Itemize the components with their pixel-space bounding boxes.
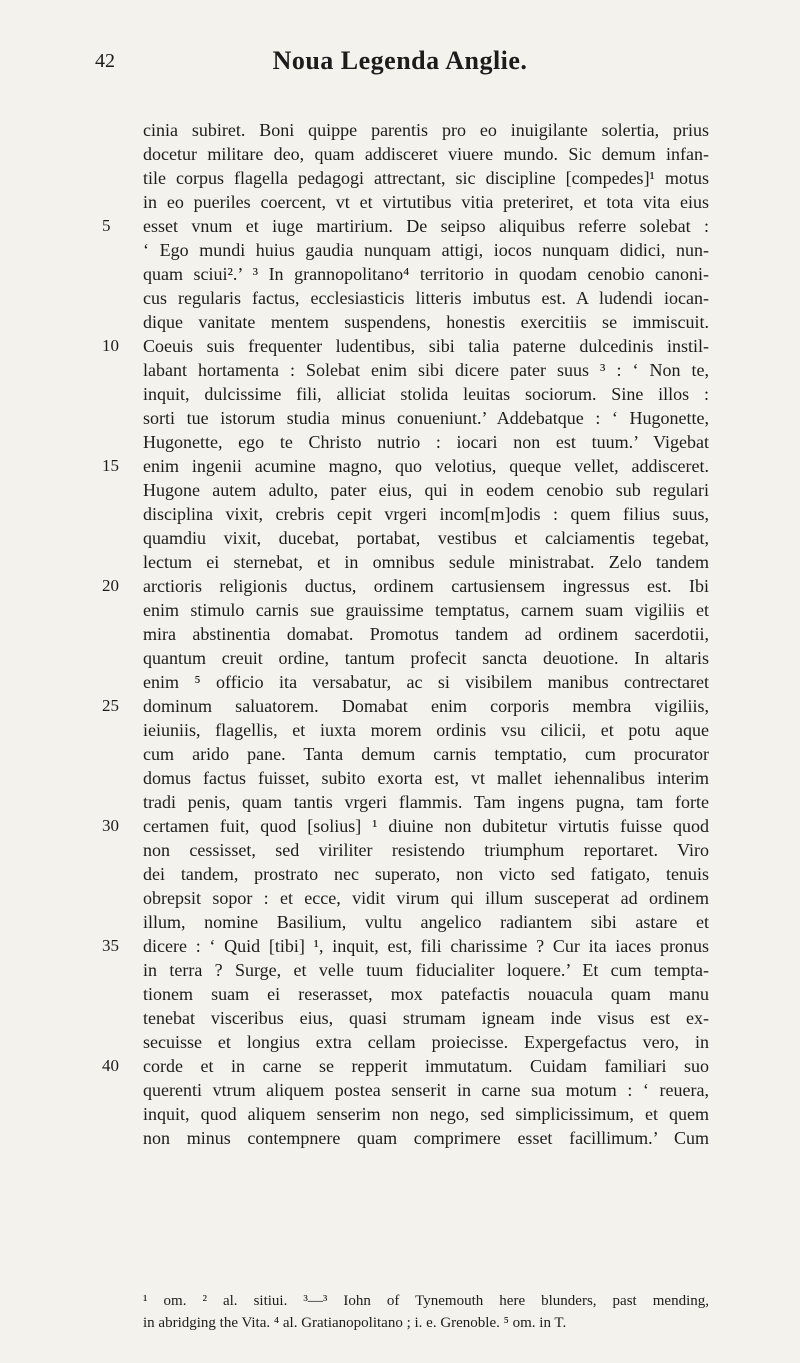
text-line: cum arido pane. Tanta demum carnis temptatio, cum procurator (143, 744, 709, 764)
text-line: in terra ? Surge, et velle tuum fiducialiter loquere.’ Et cum tempta- (143, 960, 709, 980)
text-line: enim ⁵ officio ita versabatur, ac si visibilem manibus contrectaret (143, 672, 709, 692)
line-number: 10 (102, 336, 119, 355)
page-number: 42 (95, 50, 115, 72)
text-line: docetur militare deo, quam addisceret viuere mundo. Sic demum infan- (143, 144, 709, 164)
text-line: secuisse et longius extra cellam proiecisse. Expergefactus vero, in (143, 1032, 709, 1052)
text-line: quantum creuit ordine, tantum profecit sancta deuotione. In altaris (143, 648, 709, 668)
text-line: tradi penis, quam tantis vrgeri flammis. Tam ingens pugna, tam forte (143, 792, 709, 812)
text-line: obrepsit sopor : et ecce, vidit virum qui illum susceperat ad ordinem (143, 888, 709, 908)
text-line: labant hortamenta : Solebat enim sibi dicere pater suus ³ : ‘ Non te, (143, 360, 709, 380)
text-line: tionem suam ei reserasset, mox patefactis nouacula quam manu (143, 984, 709, 1004)
text-line: inquit, dulcissime fili, alliciat stolida leuitas sociorum. Sine illos : (143, 384, 709, 404)
line-number: 5 (102, 216, 111, 235)
page-header (0, 46, 800, 90)
line-number: 15 (102, 456, 119, 475)
text-line: dominum saluatorem. Domabat enim corporis membra vigiliis, (143, 696, 709, 716)
text-line: Coeuis suis frequenter ludentibus, sibi talia paterne dulcedinis instil- (143, 336, 709, 356)
text-line: enim ingenii acumine magno, quo velotius, queque vellet, addisceret. (143, 456, 709, 476)
text-line: non minus contempnere quam comprimere esset facillimum.’ Cum (143, 1128, 709, 1148)
line-number: 40 (102, 1056, 119, 1075)
text-line: disciplina vixit, crebris cepit vrgeri incom[m]odis : quem filius suus, (143, 504, 709, 524)
line-number: 25 (102, 696, 119, 715)
text-line: illum, nomine Basilium, vultu angelico radiantem sibi astare et (143, 912, 709, 932)
footnotes (143, 1290, 709, 1334)
text-line: quam sciui².’ ³ In grannopolitano⁴ territorio in quodam cenobio canoni- (143, 264, 709, 284)
text-line: querenti vtrum aliquem postea senserit in carne sua motum : ‘ reuera, (143, 1080, 709, 1100)
text-line: cus regularis factus, ecclesiasticis litteris imbutus est. A ludendi iocan- (143, 288, 709, 308)
text-line: tenebat visceribus eius, quasi strumam igneam inde visus est ex- (143, 1008, 709, 1028)
text-line: dicere : ‘ Quid [tibi] ¹, inquit, est, fili charissime ? Cur ita iaces pronus (143, 936, 709, 956)
text-line: inquit, quod aliquem senserim non nego, sed simplicissimum, et quem (143, 1104, 709, 1124)
text-line: dei tandem, prostrato nec superato, non victo sed fatigato, tenuis (143, 864, 709, 884)
text-line: Hugone autem adulto, pater eius, qui in eodem cenobio sub regulari (143, 480, 709, 500)
text-line: Hugonette, ego te Christo nutrio : iocari non est tuum.’ Vigebat (143, 432, 709, 452)
text-line: ieiuniis, flagellis, et iuxta morem ordinis vsu cilicii, et potu aque (143, 720, 709, 740)
text-line: quamdiu vixit, ducebat, portabat, vestibus et calciamentis tegebat, (143, 528, 709, 548)
text-line: mira abstinentia domabat. Promotus tandem ad ordinem sacerdotii, (143, 624, 709, 644)
text-line: cinia subiret. Boni quippe parentis pro eo inuigilante solertia, prius (143, 120, 709, 140)
text-line: dique vanitate mentem suspendens, honestis exercitiis se immiscuit. (143, 312, 709, 332)
footnote-line: ¹ om. ² al. sitiui. ³—³ Iohn of Tynemouth here blunders, past mending, (143, 1293, 709, 1309)
text-line: arctioris religionis ductus, ordinem cartusiensem ingressus est. Ibi (143, 576, 709, 596)
line-number: 35 (102, 936, 119, 955)
text-line: corde et in carne se repperit immutatum. Cuidam familiari suo (143, 1056, 709, 1076)
text-line: sorti tue istorum studia minus conueniunt.’ Addebatque : ‘ Hugonette, (143, 408, 709, 428)
footnote-line: in abridging the Vita. ⁴ al. Gratianopolitano ; i. e. Grenoble. ⁵ om. in T. (143, 1315, 567, 1331)
text-line: domus factus fuisset, subito exorta est, vt mallet iehennalibus interim (143, 768, 709, 788)
text-line: in eo pueriles coercent, vt et virtutibus vitia preteriret, et tota vita eius (143, 192, 709, 212)
text-line: enim stimulo carnis sue grauissime temptatus, carnem suam vigiliis et (143, 600, 709, 620)
line-number: 30 (102, 816, 119, 835)
text-line: lectum ei sternebat, et in omnibus sedule ministrabat. Zelo tandem (143, 552, 709, 572)
text-line: esset vnum et iuge martirium. De seipso aliquibus referre solebat : (143, 216, 709, 236)
text-line: non cessisset, sed viriliter resistendo triumphum reportaret. Viro (143, 840, 709, 860)
text-line: ‘ Ego mundi huius gaudia nunquam attigi, iocos nunquam didici, nun- (143, 240, 709, 260)
running-title: Noua Legenda Anglie. (272, 46, 528, 75)
text-line: tile corpus flagella pedagogi attrectant, sic discipline [compedes]¹ motus (143, 168, 709, 188)
line-number: 20 (102, 576, 119, 595)
text-line: certamen fuit, quod [solius] ¹ diuine non dubitetur virtutis fuisse quod (143, 816, 709, 836)
